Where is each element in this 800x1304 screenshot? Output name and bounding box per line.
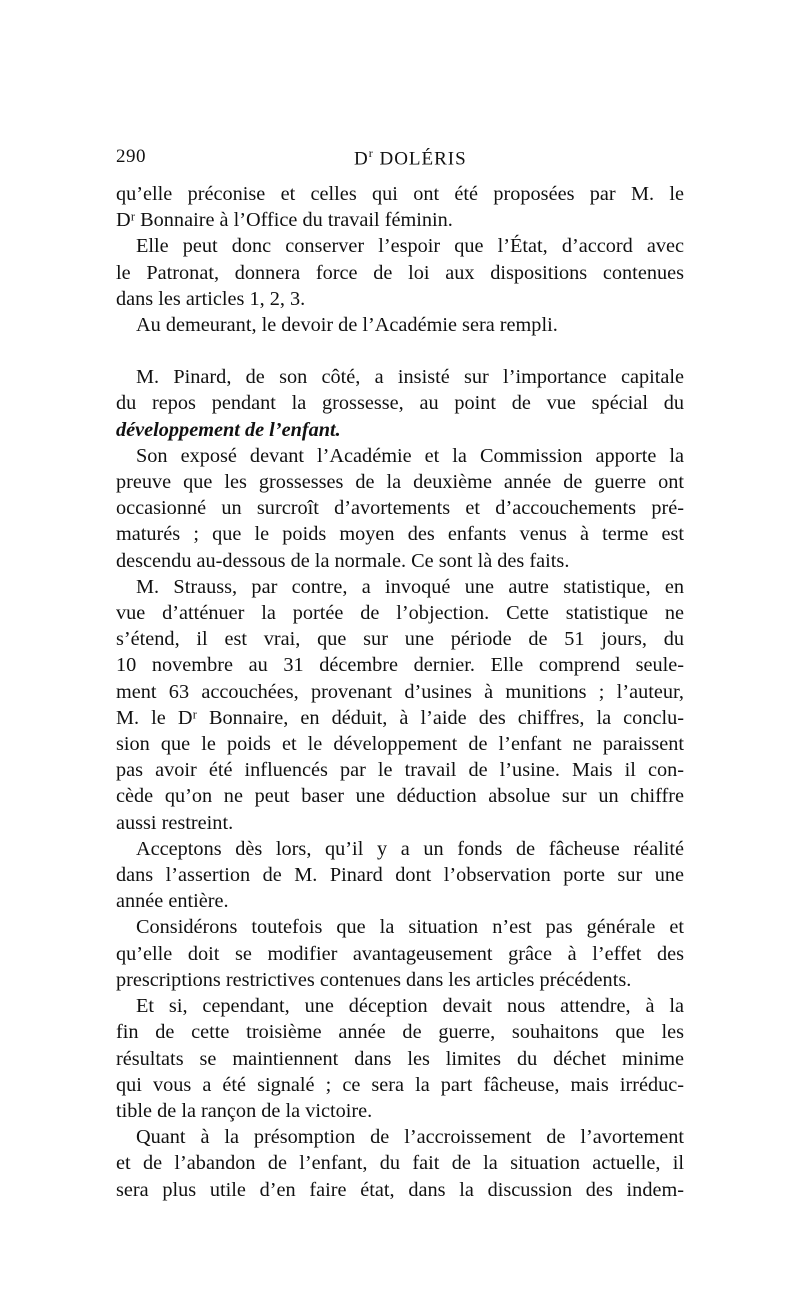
paragraph-6 (116, 574, 684, 836)
paragraph-5 (116, 443, 684, 574)
text-line: ment 63 accouchées, provenant d’usines à munitions ; l’auteur, (116, 680, 684, 703)
text-line: M. le Dʳ Bonnaire, en déduit, à l’aide des chiffres, la conclu- (116, 706, 684, 729)
text-line: occasionné un surcroît d’avortements et d’accouchements pré- (116, 497, 684, 520)
paragraph-10 (116, 1124, 684, 1203)
text-line: pas avoir été influencés par le travail de l’usine. Mais il con- (116, 759, 684, 782)
text-line: résultats se maintiennent dans les limites du déchet minime (116, 1047, 684, 1070)
text-line: descendu au-dessous de la normale. Ce sont là des faits. (116, 549, 570, 572)
text-line: cède qu’on ne peut baser une déduction absolue sur un chiffre (116, 785, 684, 808)
paragraph-4 (116, 364, 684, 443)
running-head-name: DOLÉRIS (379, 148, 467, 170)
running-head (354, 146, 467, 170)
body-text (116, 181, 684, 1203)
paragraph-9 (116, 993, 684, 1124)
text-line: M. Pinard, de son côté, a insisté sur l’importance capitale (136, 366, 684, 389)
text-line: tible de la rançon de la victoire. (116, 1099, 373, 1122)
text-line: preuve que les grossesses de la deuxième année de guerre ont (116, 471, 684, 494)
text-line: qu’elle doit se modifier avantageusement grâce à l’effet des (116, 942, 684, 965)
paragraph-7 (116, 836, 684, 915)
running-head-sup: r (368, 146, 374, 160)
text-line: le Patronat, donnera force de loi aux dispositions contenues (116, 261, 684, 284)
paragraph-1 (116, 181, 684, 233)
text-line: 10 novembre au 31 décembre dernier. Elle comprend seule- (116, 654, 684, 677)
running-head-prefix: D (354, 148, 369, 170)
text-line: année entière. (116, 890, 229, 913)
text-line: qu’elle préconise et celles qui ont été proposées par M. le (116, 183, 684, 205)
text-line: vue d’atténuer la portée de l’objection. Cette statistique ne (116, 602, 684, 625)
paragraph-8 (116, 914, 684, 993)
text-line: Dʳ Bonnaire à l’Office du travail féminin. (116, 209, 453, 232)
text-line: Et si, cependant, une déception devait nous attendre, à la (136, 995, 684, 1018)
text-line: du repos pendant la grossesse, au point de vue spécial du (116, 392, 684, 415)
page-number: 290 (116, 146, 146, 167)
text-line: M. Strauss, par contre, a invoqué une autre statistique, en (136, 575, 684, 598)
text-line: aussi restreint. (116, 811, 234, 834)
text-line: dans les articles 1, 2, 3. (116, 287, 306, 310)
text-line: et de l’abandon de l’enfant, du fait de la situation actuelle, il (116, 1152, 684, 1175)
text-line: fin de cette troisième année de guerre, souhaitons que les (116, 1021, 684, 1044)
text-line: prescriptions restrictives contenues dans les articles précédents. (116, 968, 632, 991)
text-line: dans l’assertion de M. Pinard dont l’observation porte sur une (116, 864, 684, 887)
text-line: s’étend, il est vrai, que sur une période de 51 jours, du (116, 628, 684, 651)
text-line (116, 417, 684, 443)
paragraph-2 (116, 233, 684, 312)
text-line: Elle peut donc conserver l’espoir que l’État, d’accord avec (136, 235, 684, 258)
text-line: sera plus utile d’en faire état, dans la discussion des indem- (116, 1178, 684, 1201)
text-line: Acceptons dès lors, qu’il y a un fonds de fâcheuse réalité (136, 837, 684, 860)
text-line: Quant à la présomption de l’accroissement de l’avortement (136, 1126, 684, 1149)
paragraph-3 (116, 312, 684, 338)
page-header (116, 146, 684, 170)
text-line: Considérons toutefois que la situation n’est pas générale et (136, 916, 684, 939)
text-line: qui vous a été signalé ; ce sera la part fâcheuse, mais irréduc- (116, 1073, 684, 1096)
italic-phrase: développement de l’enfant. (116, 418, 341, 441)
text-line: Au demeurant, le devoir de l’Académie sera rempli. (136, 314, 558, 337)
text-line: Son exposé devant l’Académie et la Commission apporte la (136, 444, 684, 467)
text-line: maturés ; que le poids moyen des enfants venus à terme est (116, 523, 684, 546)
text-line: sion que le poids et le développement de l’enfant ne paraissent (116, 733, 684, 756)
